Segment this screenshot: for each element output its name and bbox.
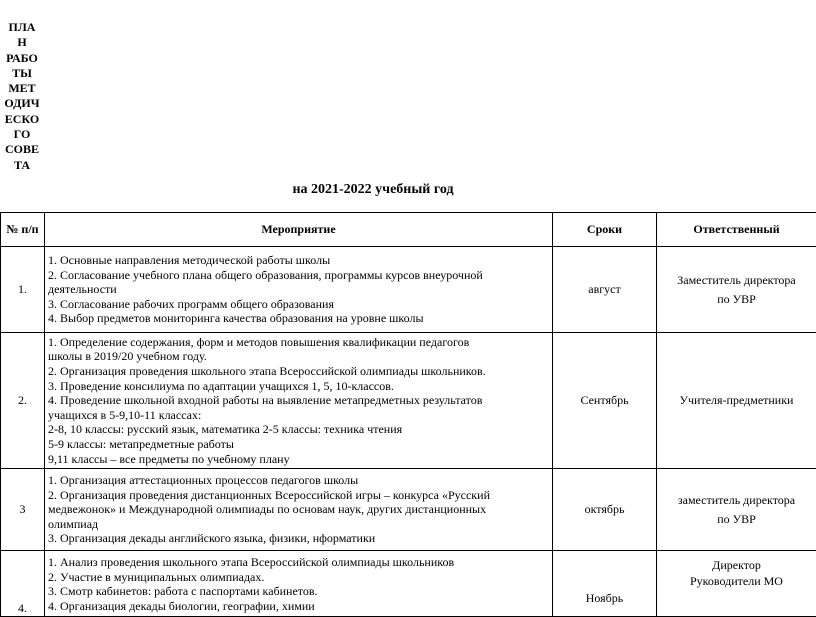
responsible-line: Директор (660, 557, 813, 573)
header-responsible: Ответственный (657, 213, 816, 247)
table-row (1, 247, 816, 333)
title-line: ТА (0, 158, 44, 173)
header-term: Сроки (553, 213, 657, 247)
table-row (1, 333, 816, 469)
event-line: 3. Проведение консилиума по адаптации учащихся 1, 5, 10-классов. (48, 379, 549, 394)
row-term: октябрь (553, 469, 657, 551)
table-row (1, 551, 816, 617)
title-line: РАБО (0, 51, 44, 66)
event-line: 3. Смотр кабинетов: работа с паспортами кабинетов. (48, 584, 549, 599)
event-line: деятельности (48, 282, 549, 297)
header-event: Мероприятие (45, 213, 553, 247)
event-line: 3. Организация декады английского языка, физики, нформатики (48, 531, 549, 546)
plan-table (0, 212, 816, 617)
title-line: ГО (0, 127, 44, 142)
row-events (45, 551, 553, 617)
event-line: 9,11 классы – все предметы по учебному плану (48, 452, 549, 467)
event-line: 1. Определение содержания, форм и методов повышения квалификации педагогов (48, 335, 549, 350)
event-line: 2. Участие в муниципальных олимпиадах. (48, 570, 549, 585)
responsible-line: Руководители МО (660, 573, 813, 589)
table-header-row (1, 213, 816, 247)
event-line: 1. Анализ проведения школьного этапа Всероссийской олимпиады школьников (48, 555, 549, 570)
responsible-line: заместитель директора (660, 491, 813, 510)
event-line: 4. Организация декады биологии, географии, химии (48, 599, 549, 614)
event-line: медвежонок» и Международной олимпиады по основам наук, других дистанционных (48, 502, 549, 517)
title-line: СОВЕ (0, 142, 44, 157)
row-events (45, 469, 553, 551)
title-line: ПЛА (0, 20, 44, 35)
row-events (45, 247, 553, 333)
event-line: 2. Согласование учебного плана общего образования, программы курсов внеурочной (48, 268, 549, 283)
event-line: 5-9 классы: метапредметные работы (48, 437, 549, 452)
title-line: ЕСКО (0, 112, 44, 127)
title-line: Н (0, 35, 44, 50)
event-line: школы в 2019/20 учебном году. (48, 349, 549, 364)
event-line: 4. Выбор предметов мониторинга качества образования на уровне школы (48, 311, 549, 326)
responsible-line: Заместитель директора (660, 271, 813, 290)
row-responsible (657, 333, 816, 469)
event-line: учащихся в 5-9,10-11 классах: (48, 408, 549, 423)
event-line: 1. Основные направления методической работы школы (48, 253, 549, 268)
document-title (0, 20, 44, 173)
event-line: 2. Организация проведения дистанционных Всероссийской игры – конкурса «Русский (48, 488, 549, 503)
row-events (45, 333, 553, 469)
row-num: 2. (1, 333, 45, 469)
row-term: Ноябрь (553, 551, 657, 617)
header-num: № п/п (1, 213, 45, 247)
row-num: 4. (1, 551, 45, 617)
responsible-line: Учителя-предметники (660, 391, 813, 410)
row-responsible (657, 551, 816, 617)
row-responsible (657, 469, 816, 551)
table-row (1, 469, 816, 551)
title-line: ТЫ (0, 66, 44, 81)
title-line: ОДИЧ (0, 96, 44, 111)
event-line: 2. Организация проведения школьного этапа Всероссийской олимпиады школьников. (48, 364, 549, 379)
row-num: 3 (1, 469, 45, 551)
row-responsible (657, 247, 816, 333)
event-line: 4. Проведение школьной входной работы на выявление метапредметных результатов (48, 393, 549, 408)
event-line: 2-8, 10 классы: русский язык, математика 2-5 классы: техника чтения (48, 422, 549, 437)
event-line: олимпиад (48, 517, 549, 532)
responsible-line: по УВР (660, 510, 813, 529)
row-term: Сентябрь (553, 333, 657, 469)
event-line: 3. Согласование рабочих программ общего образования (48, 297, 549, 312)
title-line: МЕТ (0, 81, 44, 96)
document-subtitle: на 2021-2022 учебный год (0, 182, 746, 198)
row-term: август (553, 247, 657, 333)
row-num: 1. (1, 247, 45, 333)
event-line: 1. Организация аттестационных процессов педагогов школы (48, 473, 549, 488)
responsible-line: по УВР (660, 290, 813, 309)
